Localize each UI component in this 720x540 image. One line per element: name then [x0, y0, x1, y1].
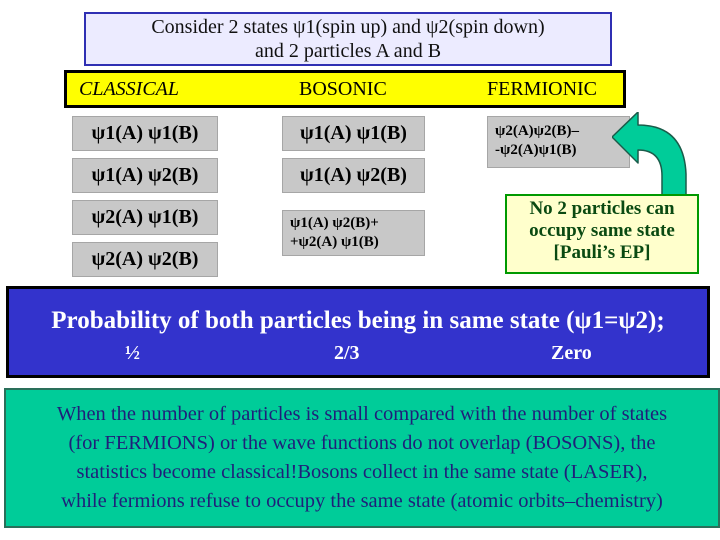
fermionic-line-1: ψ2(A)ψ2(B)– — [495, 123, 579, 139]
classical-state-4: ψ2(A) ψ2(B) — [72, 242, 218, 277]
curved-arrow-icon — [612, 112, 702, 196]
probability-box — [6, 286, 710, 378]
probability-fermionic: Zero — [551, 342, 592, 364]
intro-line-2: and 2 particles A and B — [254, 40, 442, 62]
bosonic-symmetric-line-2: +ψ2(A) ψ1(B) — [290, 234, 379, 250]
bosonic-state-2: ψ1(A) ψ2(B) — [282, 158, 425, 193]
fermionic-line-2: -ψ2(A)ψ1(B) — [495, 142, 577, 158]
classical-state-1: ψ1(A) ψ1(B) — [72, 116, 218, 151]
bosonic-symmetric-line-1: ψ1(A) ψ2(B)+ — [290, 215, 379, 231]
intro-box — [84, 12, 612, 66]
pauli-note — [505, 194, 699, 274]
bosonic-state-1: ψ1(A) ψ1(B) — [282, 116, 425, 151]
summary-line-1: When the number of particles is small compared with the number of states — [56, 403, 668, 425]
header-classical: CLASSICAL — [79, 78, 180, 100]
note-line-2: occupy same state — [529, 220, 675, 241]
intro-line-1: Consider 2 states ψ1(spin up) and ψ2(spin down) — [151, 16, 545, 38]
header-bosonic: BOSONIC — [299, 78, 387, 100]
summary-line-2: (for FERMIONS) or the wave functions do not overlap (BOSONS), the — [68, 432, 656, 454]
classical-state-2: ψ1(A) ψ2(B) — [72, 158, 218, 193]
note-line-3: [Pauli’s EP] — [553, 242, 651, 263]
bosonic-symmetric-state — [282, 210, 425, 256]
summary-line-3: statistics become classical!Bosons collect in the same state (LASER), — [76, 461, 648, 483]
fermionic-antisymmetric-state — [487, 116, 630, 168]
header-fermionic: FERMIONIC — [487, 78, 598, 100]
probability-bosonic: 2/3 — [334, 342, 360, 364]
classical-state-3: ψ2(A) ψ1(B) — [72, 200, 218, 235]
summary-box — [4, 388, 720, 528]
probability-title: Probability of both particles being in same state (ψ1=ψ2); — [51, 307, 665, 334]
summary-line-4: while fermions refuse to occupy the same state (atomic orbits–chemistry) — [61, 490, 663, 512]
statistics-header — [64, 70, 626, 108]
note-line-1: No 2 particles can — [529, 198, 675, 219]
probability-classical: ½ — [125, 342, 140, 364]
